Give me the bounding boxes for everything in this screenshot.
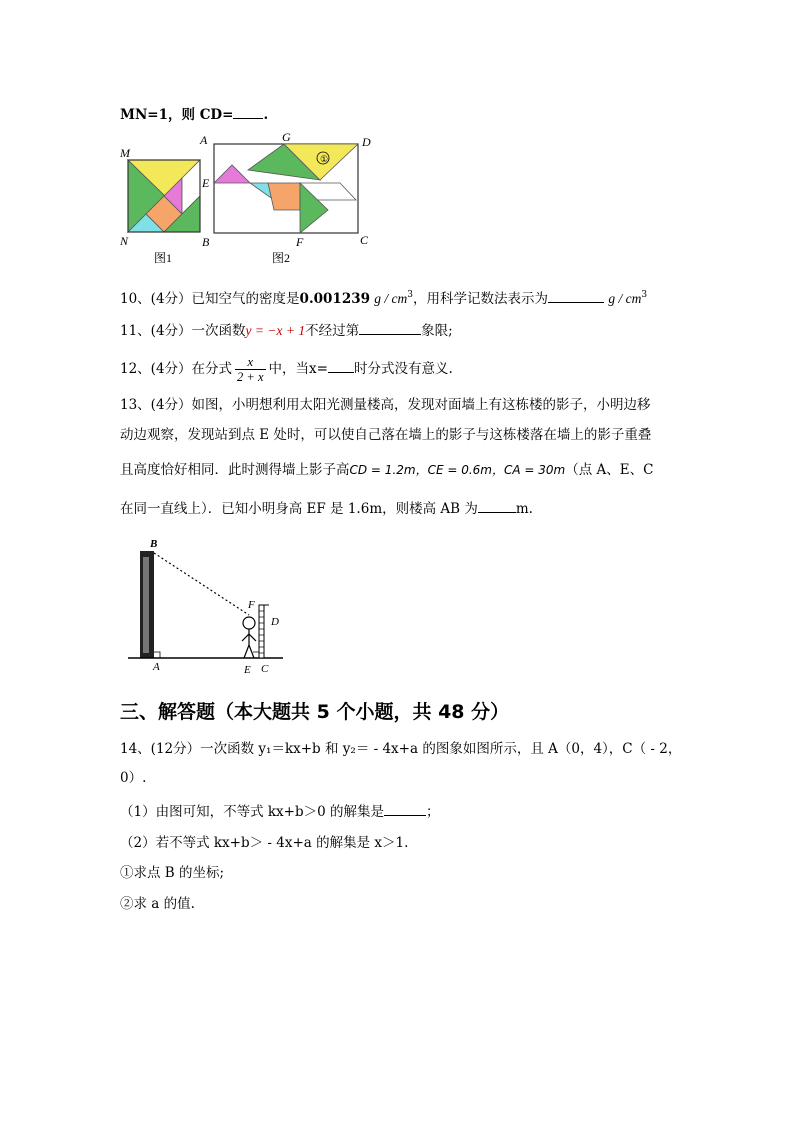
answer-blank	[359, 320, 421, 335]
q10-mid: ，用科学记数法表示为	[413, 291, 549, 307]
answer-blank	[478, 498, 516, 513]
label-a: A	[153, 661, 160, 673]
q12-denominator: 2 + x	[237, 370, 264, 384]
caption-fig2: 图2	[272, 251, 291, 265]
question-13-line3	[120, 460, 653, 480]
label-d: D	[362, 135, 371, 149]
label-b: B	[150, 538, 158, 550]
label-f: F	[296, 235, 304, 249]
section-title: 三、解答题（本大题共 5 个小题，共 48 分）	[120, 701, 510, 723]
q12-prefix: 12、(4分）在分式	[120, 361, 233, 377]
label-circle-1: ①	[320, 154, 329, 164]
question-10	[120, 285, 647, 309]
q9-tail-line	[120, 104, 268, 125]
question-14-sub1	[120, 801, 440, 822]
q11-end: 象限;	[421, 323, 453, 339]
q10-unit: g / cm	[374, 291, 408, 306]
caption-fig1: 图1	[154, 251, 173, 265]
q13-line3-prefix: 且高度恰好相同．此时测得墙上影子高	[120, 462, 350, 478]
q11-formula: y = −x + 1	[245, 323, 306, 338]
q12-mid: 中，当x=	[268, 361, 328, 377]
answer-blank	[233, 104, 263, 119]
q10-exp2: 3	[641, 290, 648, 300]
question-14-line2: 0）.	[120, 770, 147, 786]
question-14-item2: ②求 a 的值.	[120, 896, 195, 912]
label-d: D	[271, 616, 279, 628]
label-g: G	[282, 132, 291, 144]
q14-sub1-end: ；	[426, 804, 440, 820]
answer-blank	[548, 288, 604, 303]
q13-line4-suffix: m.	[515, 501, 533, 517]
label-a: A	[200, 133, 208, 147]
q14-sub1-prefix: （1）由图可知，不等式 kx+b＞0 的解集是	[120, 804, 385, 820]
q11-suffix: 不经过第	[305, 323, 360, 339]
q9-tail-text: MN=1，则 CD=	[120, 107, 234, 123]
label-c: C	[261, 663, 269, 675]
q13-line4-prefix: 在同一直线上）．已知小明身高 EF 是 1.6m，则楼高 AB 为	[120, 501, 478, 517]
question-14-line1: 14、(12分）一次函数 y₁＝kx+b 和 y₂＝ - 4x+a 的图象如图所示，且 A（0，4），C（ - 2，	[120, 741, 682, 757]
question-14-item1: ①求点 B 的坐标;	[120, 865, 225, 881]
q10-exp: 3	[407, 290, 414, 300]
q13-line3-suffix: （点 A、E、C	[565, 462, 654, 478]
label-m: M	[120, 146, 130, 160]
q10-unit2: g / cm	[608, 291, 642, 306]
question-14-sub2: （2）若不等式 kx+b＞ - 4x+a 的解集是 x＞1.	[120, 835, 409, 851]
tangram-figure	[110, 132, 380, 272]
q9-tail-end: .	[263, 107, 269, 123]
q12-fraction	[235, 355, 265, 384]
q13-measurements: CD = 1.2m，CE = 0.6m，CA = 30m	[349, 463, 566, 477]
question-13-line4	[120, 498, 533, 519]
label-f: F	[248, 599, 255, 611]
question-13-line1: 13、(4分）如图，小明想利用太阳光测量楼高，发现对面墙上有这栋楼的影子，小明边移	[120, 397, 651, 413]
answer-blank	[384, 801, 426, 816]
label-c: C	[360, 233, 369, 247]
figure2-rectangle	[199, 132, 371, 265]
answer-blank	[328, 358, 354, 373]
label-e: E	[244, 664, 251, 676]
q11-prefix: 11、(4分）一次函数	[120, 323, 246, 339]
building-shadow-figure	[125, 533, 290, 678]
figure1-square	[119, 146, 200, 265]
q12-end: 时分式没有意义.	[353, 361, 453, 377]
label-b: B	[202, 235, 210, 249]
q10-prefix: 10、(4分）已知空气的密度是	[120, 291, 300, 307]
question-13-line2: 动边观察，发现站到点 E 处时，可以使自己落在墙上的影子与这栋楼落在墙上的影子重叠	[120, 427, 652, 443]
q10-value: 0.001239	[299, 291, 370, 307]
question-11	[120, 320, 453, 341]
q12-numerator: x	[247, 355, 254, 369]
label-n: N	[120, 234, 129, 248]
label-e: E	[202, 176, 210, 190]
question-12	[120, 354, 453, 384]
